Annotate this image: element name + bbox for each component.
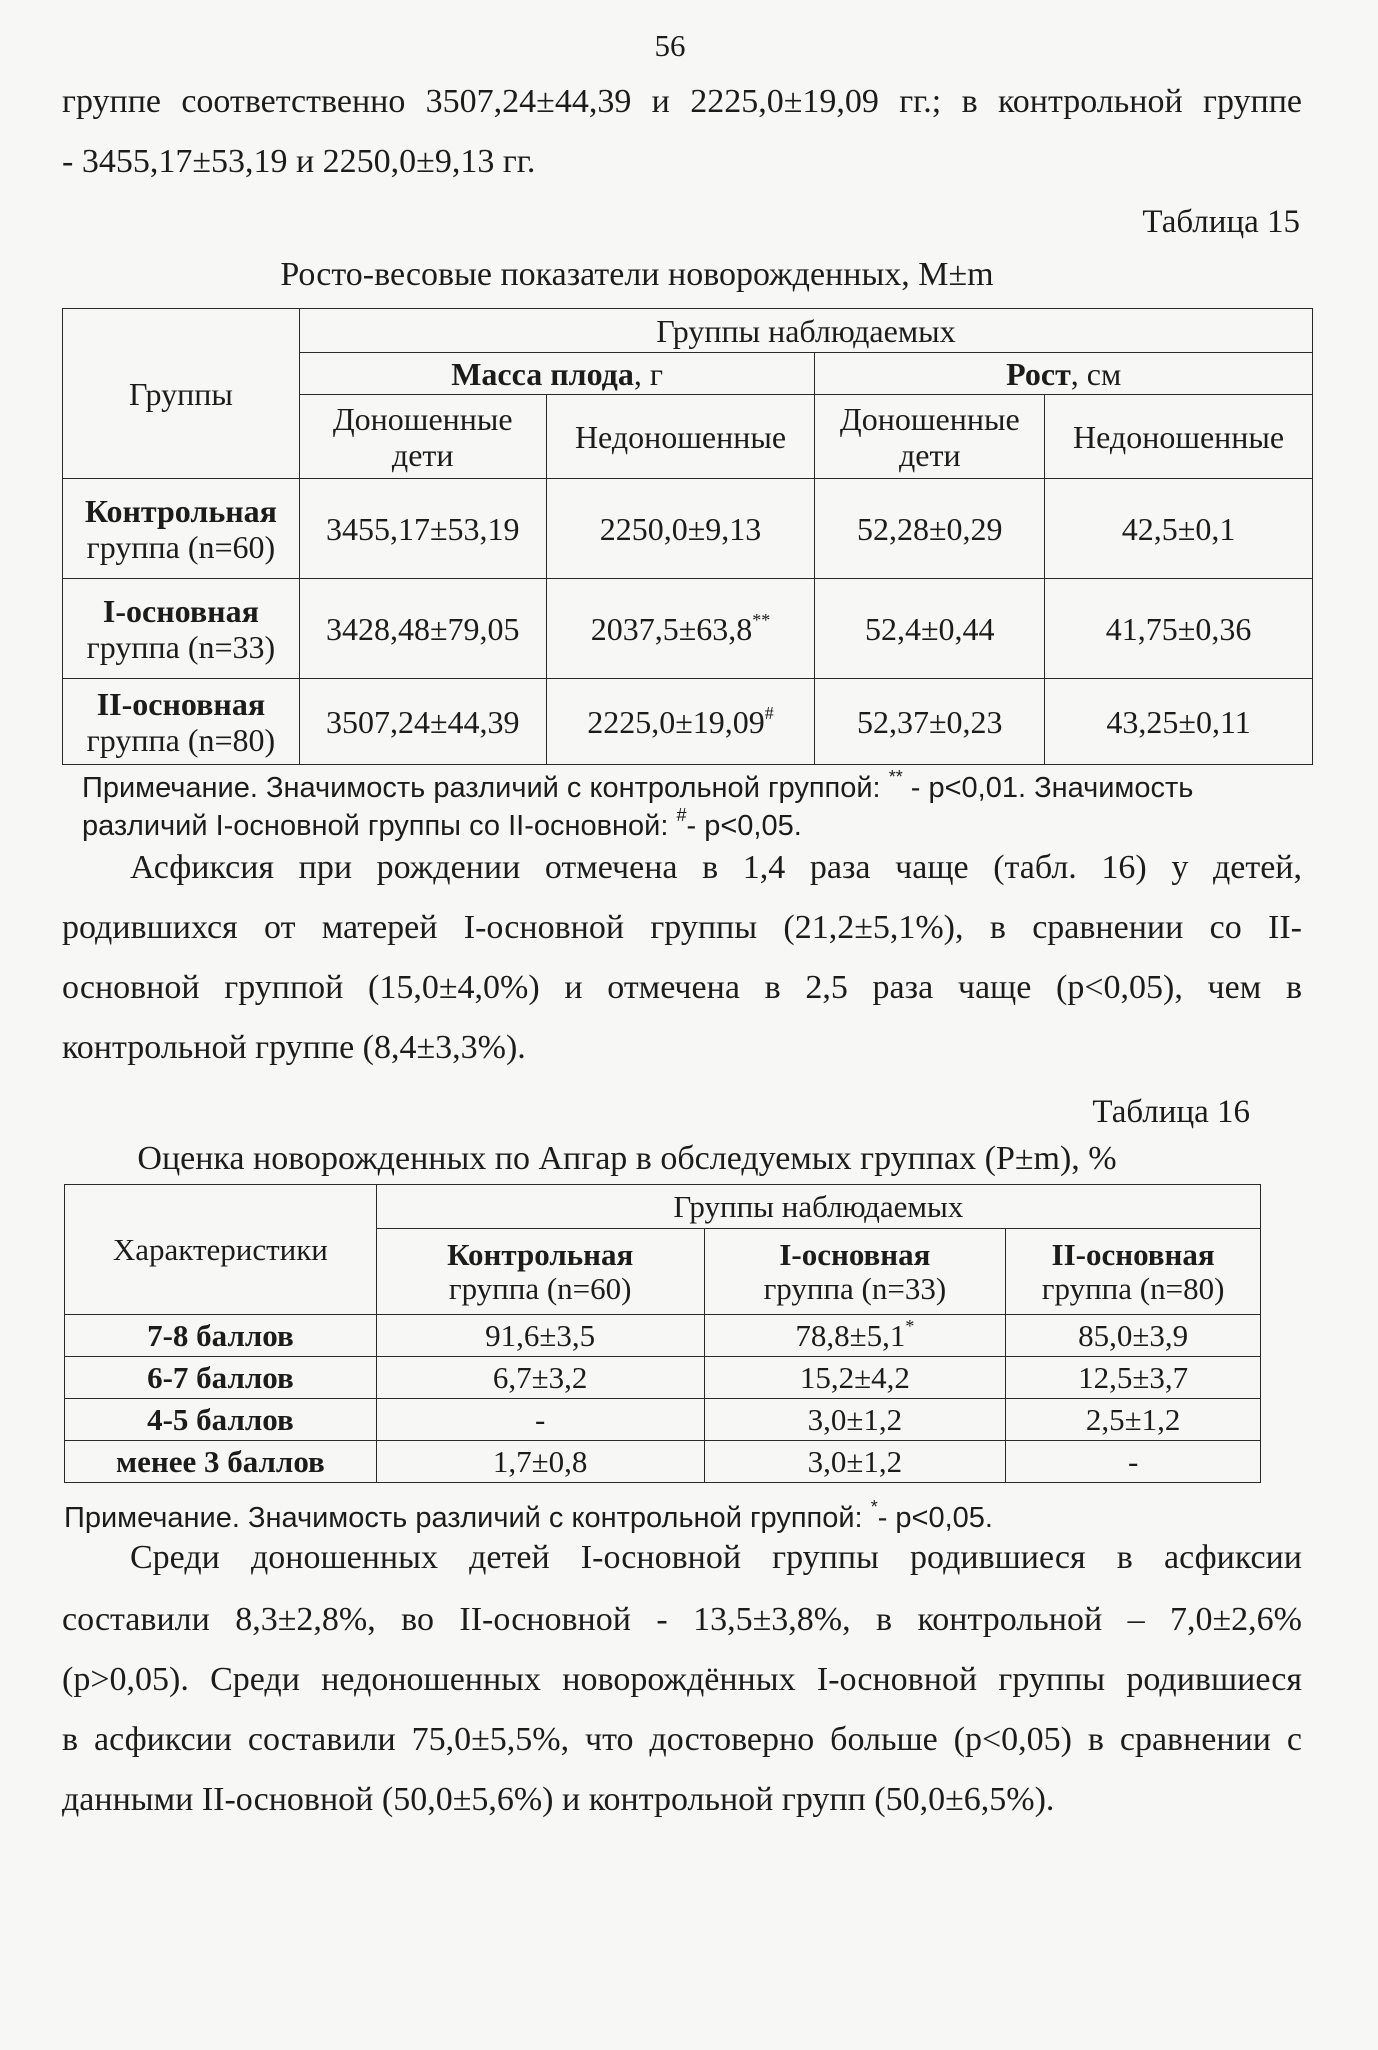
table15-header-observed: Группы наблюдаемых bbox=[299, 309, 1312, 353]
cell-group-1 bbox=[704, 1441, 1006, 1483]
para2-line-1: Среди доношенных детей I-основной группы родившиеся в асфиксии bbox=[130, 1539, 1302, 1576]
table-row bbox=[63, 679, 1313, 765]
para1-line-1: Асфиксия при рождении отмечена в 1,4 раза чаще (табл. 16) у детей, bbox=[130, 849, 1302, 886]
table15-header-height bbox=[815, 353, 1313, 395]
cell-value: 2250,0±9,13 bbox=[599, 510, 762, 547]
cell-mass-preterm bbox=[546, 479, 815, 579]
cell-height-term: 52,28±0,29 bbox=[815, 479, 1045, 579]
group-name-bold: Контрольная bbox=[84, 492, 277, 529]
note-text: - p<0,05. bbox=[877, 1502, 993, 1534]
note-mark: ** bbox=[888, 767, 903, 787]
para2-line-4: в асфиксии составили 75,0±5,5%, что достоверно больше (p<0,05) в сравнении с bbox=[62, 1721, 1302, 1758]
column-name-rest: группа (n=60) bbox=[448, 1270, 632, 1306]
intro-line-1: группе соответственно 3507,24±44,39 и 2225,0±19,09 гг.; в контрольной группе bbox=[62, 83, 1302, 120]
cell-control: 6,7±3,2 bbox=[376, 1357, 704, 1399]
cell-height-term: 52,4±0,44 bbox=[815, 579, 1045, 679]
note-mark: # bbox=[676, 805, 687, 825]
table15-header-groups: Группы bbox=[63, 309, 300, 479]
cell-value: 3,0±1,2 bbox=[807, 1401, 903, 1437]
para1-line-3: основной группой (15,0±4,0%) и отмечена в 2,5 раза чаще (p<0,05), чем в bbox=[62, 969, 1302, 1006]
para1-line-4: контрольной группе (8,4±3,3%). bbox=[62, 1029, 526, 1066]
cell-control: 1,7±0,8 bbox=[376, 1441, 704, 1483]
subheader-height-preterm: Недоношенные bbox=[1045, 395, 1313, 479]
cell-height-preterm: 41,75±0,36 bbox=[1045, 579, 1313, 679]
subheader-term-line2: дети bbox=[898, 436, 961, 473]
cell-mass-term: 3507,24±44,39 bbox=[299, 679, 546, 765]
table-row bbox=[65, 1441, 1261, 1483]
table16-column-header bbox=[704, 1229, 1006, 1315]
note-text: - p<0,01. Значимость bbox=[902, 772, 1194, 804]
cell-value: 15,2±4,2 bbox=[799, 1359, 910, 1395]
table15-note-line-1 bbox=[82, 767, 1302, 806]
cell-height-preterm: 42,5±0,1 bbox=[1045, 479, 1313, 579]
table-row bbox=[65, 1357, 1261, 1399]
note-text: Примечание. Значимость различий с контрольной группой: bbox=[64, 1502, 871, 1534]
row-label: 4-5 баллов bbox=[65, 1399, 377, 1441]
table16-header-observed: Группы наблюдаемых bbox=[376, 1185, 1260, 1229]
note-text: Примечание. Значимость различий с контрольной группой: bbox=[82, 772, 889, 804]
cell-value: 3,0±1,2 bbox=[807, 1443, 903, 1479]
group-name-rest: группа (n=80) bbox=[86, 721, 276, 758]
cell-group-1 bbox=[704, 1399, 1006, 1441]
column-name-bold: I-основная bbox=[779, 1236, 931, 1272]
page-number: 56 bbox=[654, 28, 686, 63]
subheader-mass-preterm: Недоношенные bbox=[546, 395, 815, 479]
significance-mark: * bbox=[905, 1315, 915, 1336]
cell-group-2: - bbox=[1006, 1441, 1261, 1483]
cell-mass-preterm bbox=[546, 679, 815, 765]
row-label: менее 3 баллов bbox=[65, 1441, 377, 1483]
cell-group-2: 85,0±3,9 bbox=[1006, 1315, 1261, 1357]
group-name-rest: группа (n=60) bbox=[86, 528, 276, 565]
height-label: Рост bbox=[1006, 355, 1071, 392]
cell-group-2: 2,5±1,2 bbox=[1006, 1399, 1261, 1441]
subheader-mass-term bbox=[299, 395, 546, 479]
cell-group-1 bbox=[704, 1357, 1006, 1399]
subheader-term-line2: дети bbox=[391, 436, 454, 473]
table16-caption: Оценка новорожденных по Апгар в обследуемых группах (P±m), % bbox=[137, 1140, 1117, 1177]
column-name-rest: группа (n=33) bbox=[763, 1270, 947, 1306]
cell-mass-term: 3428,48±79,05 bbox=[299, 579, 546, 679]
group-name-bold: I-основная bbox=[102, 592, 259, 629]
row-group-name bbox=[63, 479, 300, 579]
cell-group-2: 12,5±3,7 bbox=[1006, 1357, 1261, 1399]
table16-note bbox=[64, 1497, 1284, 1536]
para2-line-5: данными II-основной (50,0±5,6%) и контрольной групп (50,0±6,5%). bbox=[62, 1781, 1055, 1818]
cell-value: 78,8±5,1 bbox=[795, 1317, 906, 1353]
table16-column-header bbox=[376, 1229, 704, 1315]
group-name-rest: группа (n=33) bbox=[86, 628, 276, 665]
note-text: - p<0,05. bbox=[686, 810, 802, 842]
table-row bbox=[65, 1315, 1261, 1357]
note-text: различий I-основной группы со II-основной: bbox=[82, 810, 677, 842]
row-label: 6-7 баллов bbox=[65, 1357, 377, 1399]
subheader-height-term bbox=[815, 395, 1045, 479]
table16 bbox=[64, 1184, 1261, 1483]
table16-header-characteristics: Характеристики bbox=[65, 1185, 377, 1315]
para1-line-2: родившихся от матерей I-основной группы (21,2±5,1%), в сравнении со II- bbox=[62, 909, 1302, 946]
row-group-name bbox=[63, 679, 300, 765]
cell-height-term: 52,37±0,23 bbox=[815, 679, 1045, 765]
para2-line-3: (p>0,05). Среди недоношенных новорождённых I-основной группы родившиеся bbox=[62, 1661, 1302, 1698]
table15-note-line-2 bbox=[82, 805, 1302, 844]
significance-mark: # bbox=[764, 702, 774, 723]
table-row bbox=[63, 479, 1313, 579]
column-name-rest: группа (n=80) bbox=[1041, 1270, 1225, 1306]
height-unit: , см bbox=[1070, 355, 1122, 392]
cell-control: 91,6±3,5 bbox=[376, 1315, 704, 1357]
group-name-bold: II-основная bbox=[96, 685, 266, 722]
column-name-bold: Контрольная bbox=[447, 1236, 634, 1272]
cell-mass-preterm bbox=[546, 579, 815, 679]
table16-column-header bbox=[1006, 1229, 1261, 1315]
table15-header-mass bbox=[299, 353, 815, 395]
cell-value: 2225,0±19,09 bbox=[587, 703, 765, 740]
subheader-term-line1: Доношенные bbox=[332, 400, 513, 437]
row-group-name bbox=[63, 579, 300, 679]
column-name-bold: II-основная bbox=[1051, 1236, 1215, 1272]
table16-label: Таблица 16 bbox=[1092, 1094, 1250, 1130]
table15-caption: Росто-весовые показатели новорожденных, M±m bbox=[280, 256, 994, 293]
mass-unit: , г bbox=[633, 355, 663, 392]
intro-line-2: - 3455,17±53,19 и 2250,0±9,13 гг. bbox=[62, 143, 536, 180]
note-mark: * bbox=[870, 1497, 878, 1517]
row-label: 7-8 баллов bbox=[65, 1315, 377, 1357]
mass-label: Масса плода bbox=[451, 355, 634, 392]
cell-value: 2037,5±63,8 bbox=[590, 610, 753, 647]
table15 bbox=[62, 308, 1313, 765]
significance-mark: ** bbox=[752, 609, 771, 630]
cell-mass-term: 3455,17±53,19 bbox=[299, 479, 546, 579]
cell-control: - bbox=[376, 1399, 704, 1441]
cell-group-1 bbox=[704, 1315, 1006, 1357]
table-row bbox=[63, 579, 1313, 679]
para2-line-2: составили 8,3±2,8%, во II-основной - 13,5±3,8%, в контрольной – 7,0±2,6% bbox=[62, 1601, 1302, 1638]
table15-label: Таблица 15 bbox=[1142, 204, 1300, 240]
cell-height-preterm: 43,25±0,11 bbox=[1045, 679, 1313, 765]
table-row bbox=[65, 1399, 1261, 1441]
subheader-term-line1: Доношенные bbox=[839, 400, 1020, 437]
